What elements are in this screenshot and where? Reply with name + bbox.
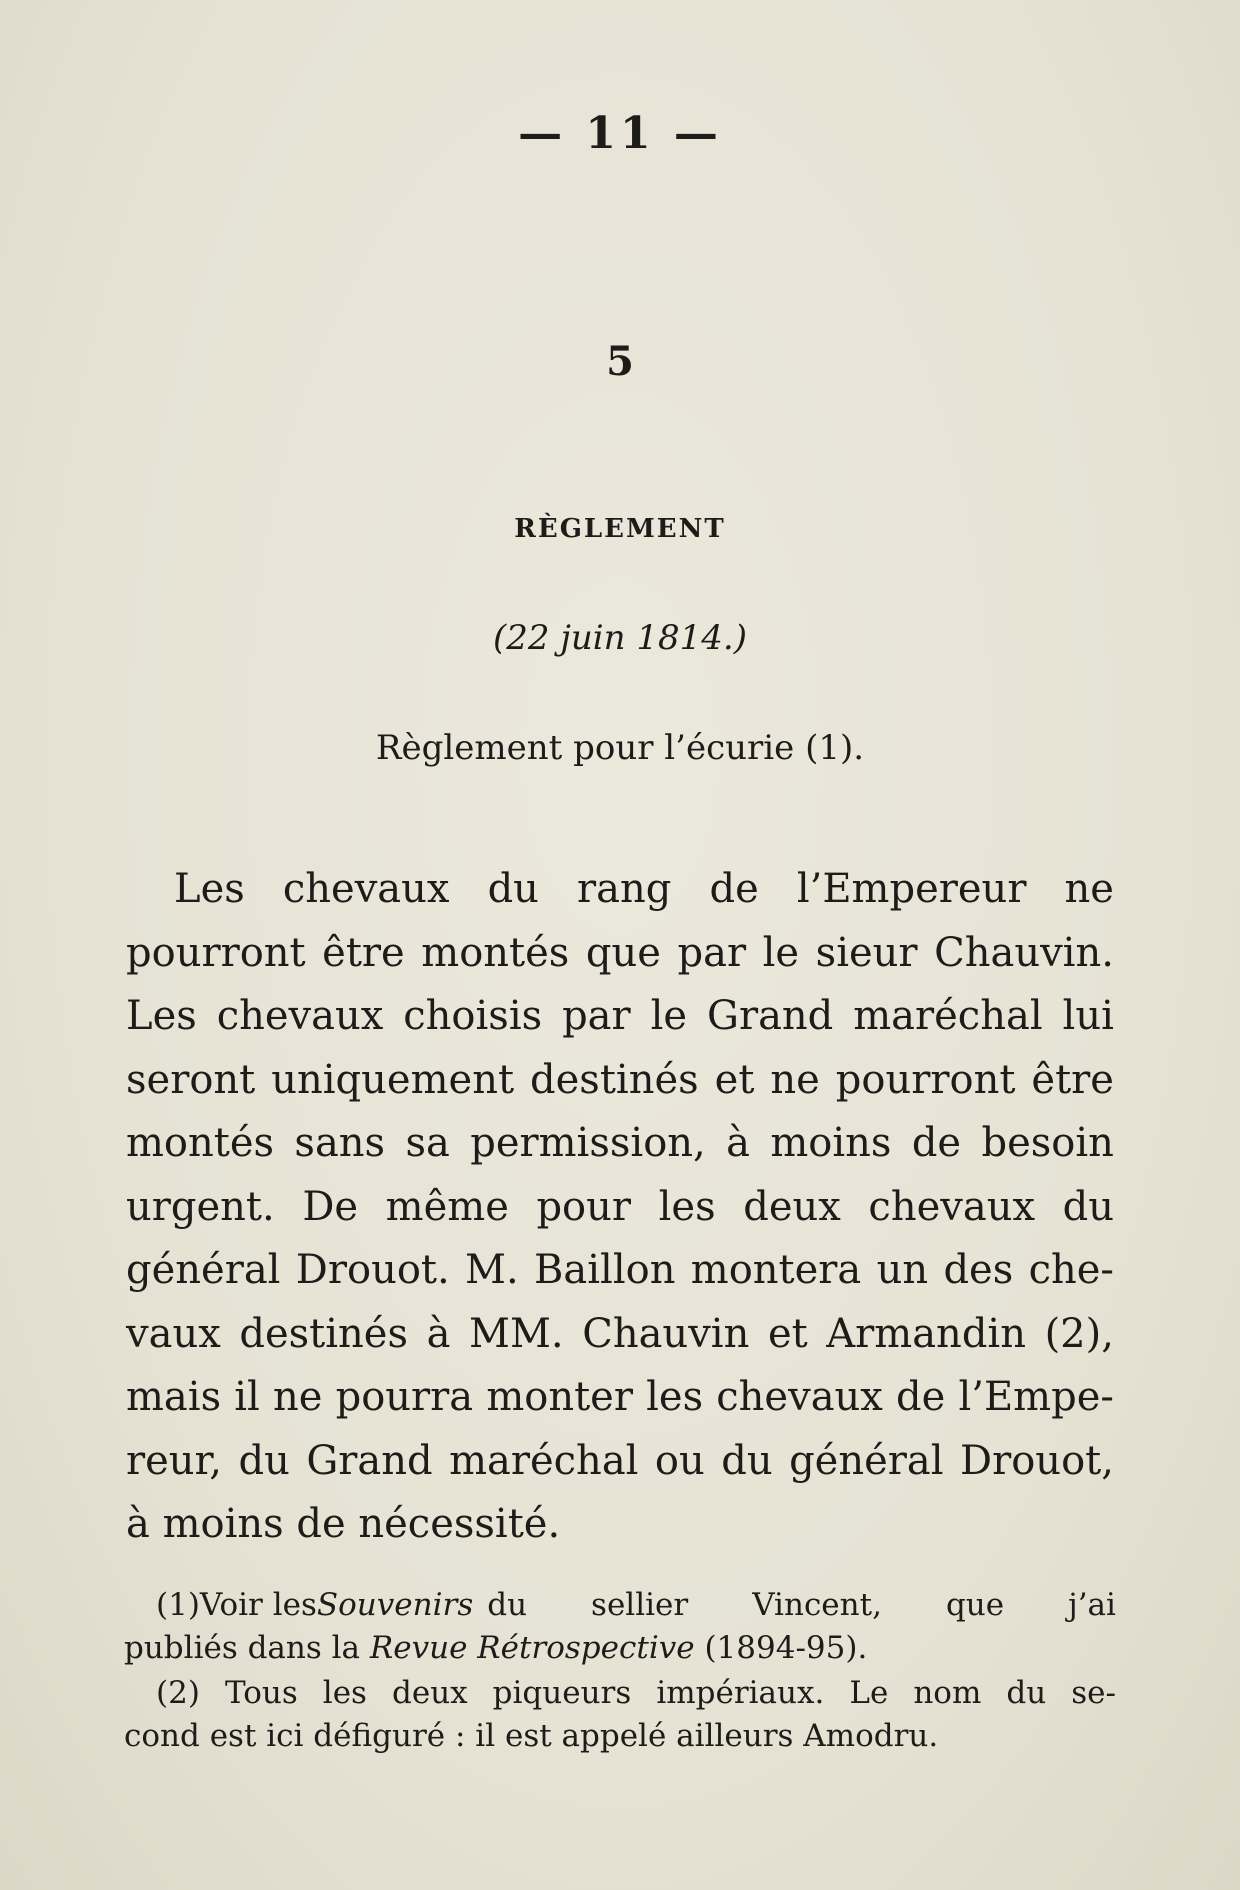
footnote-1-journal: Revue Rétrospective xyxy=(369,1630,695,1666)
word: chevaux xyxy=(868,1183,1036,1230)
page-number: — 11 — xyxy=(518,108,722,159)
word: Grand xyxy=(707,993,834,1039)
word: du xyxy=(1006,1675,1047,1711)
footnote-1-marker: (1) xyxy=(156,1587,200,1623)
word: de xyxy=(896,1374,946,1420)
word: Baillon xyxy=(534,1247,676,1293)
word: j’ai xyxy=(1068,1587,1116,1623)
footnote-2-line-1 xyxy=(124,1672,1116,1715)
word: besoin xyxy=(981,1120,1114,1166)
word: choisis xyxy=(403,993,543,1039)
word: pourront xyxy=(835,1056,1016,1103)
word: chevaux xyxy=(216,993,384,1039)
body-paragraph xyxy=(126,858,1114,1557)
word: destinés xyxy=(239,1310,408,1357)
word: moins xyxy=(770,1120,892,1166)
word: lui xyxy=(1062,993,1114,1039)
document-subtitle: Règlement pour l’écurie (1). xyxy=(375,728,865,768)
word: montés xyxy=(126,1120,275,1166)
word: ou xyxy=(654,1437,705,1484)
word: reur, xyxy=(126,1437,222,1484)
word: être xyxy=(322,929,405,976)
word: des xyxy=(943,1247,1014,1293)
word: même xyxy=(385,1183,509,1230)
body-line xyxy=(126,1176,1114,1240)
word: Les xyxy=(174,866,245,912)
word: du xyxy=(721,1437,773,1484)
word: général xyxy=(126,1247,281,1293)
word: les xyxy=(646,1374,704,1420)
word: chevaux xyxy=(716,1374,883,1420)
word: impériaux. xyxy=(656,1675,825,1711)
word: Tous xyxy=(224,1675,298,1711)
document-date xyxy=(0,618,1240,658)
word: seront xyxy=(126,1056,256,1103)
word: de xyxy=(911,1120,962,1166)
word: et xyxy=(767,1310,808,1357)
word: être xyxy=(1031,1056,1114,1103)
word: à xyxy=(426,1310,451,1357)
document-title: RÈGLEMENT xyxy=(514,514,726,544)
document-number: 5 xyxy=(606,338,634,385)
word: que xyxy=(945,1587,1005,1623)
word: (2), xyxy=(1044,1310,1114,1357)
body-line xyxy=(126,1239,1114,1303)
word: l’Empereur xyxy=(796,866,1027,912)
footnote-1-line-2 xyxy=(124,1627,1116,1670)
word: le xyxy=(762,929,800,976)
body-line xyxy=(126,1049,1114,1113)
word: il xyxy=(234,1374,260,1420)
word: de xyxy=(709,866,759,912)
word: le xyxy=(650,993,688,1039)
word: que xyxy=(585,929,661,976)
word: du xyxy=(487,866,539,912)
word: Chauvin. xyxy=(934,929,1114,976)
body-line xyxy=(126,922,1114,986)
word: Drouot, xyxy=(960,1437,1114,1484)
word: montera xyxy=(690,1247,862,1293)
word: permission, xyxy=(470,1120,706,1166)
word: pourront xyxy=(126,929,306,976)
word: général xyxy=(789,1437,944,1484)
word: deux xyxy=(392,1675,468,1711)
word: monter xyxy=(486,1374,633,1420)
word: ne xyxy=(1064,866,1114,912)
word: sans xyxy=(294,1120,386,1166)
word: les xyxy=(658,1183,716,1230)
body-line xyxy=(126,1366,1114,1430)
word: mais xyxy=(126,1374,222,1420)
word: et xyxy=(714,1056,755,1103)
word: Armandin xyxy=(826,1310,1026,1357)
word: che- xyxy=(1028,1247,1114,1293)
word: maréchal xyxy=(449,1437,639,1484)
word: nom xyxy=(913,1675,982,1711)
word: vaux xyxy=(126,1310,221,1357)
word: Chauvin xyxy=(582,1310,750,1357)
word: M. xyxy=(465,1247,519,1293)
word: sellier xyxy=(591,1587,689,1623)
word: du xyxy=(238,1437,290,1484)
word: ne xyxy=(273,1374,323,1420)
word: pourra xyxy=(335,1374,474,1420)
body-line xyxy=(126,1303,1114,1367)
footnote-1-line2-post: (1894-95). xyxy=(704,1630,868,1666)
word: rang xyxy=(577,866,672,912)
body-line xyxy=(126,858,1114,922)
word: Les xyxy=(126,993,197,1039)
word: Vincent, xyxy=(752,1587,882,1623)
word: destinés xyxy=(530,1056,699,1103)
word: à xyxy=(726,1120,750,1166)
word: ne xyxy=(770,1056,820,1103)
word: se- xyxy=(1071,1675,1116,1711)
word: sieur xyxy=(815,929,918,976)
word: du xyxy=(1062,1183,1114,1230)
word: du xyxy=(487,1587,528,1623)
body-line xyxy=(126,985,1114,1049)
footnote-1-line-1 xyxy=(124,1584,1116,1627)
footnote-1-mid xyxy=(487,1584,1116,1627)
body-line: à moins de nécessité. xyxy=(126,1501,561,1547)
word: pour xyxy=(536,1183,632,1230)
word: piqueurs xyxy=(492,1675,632,1711)
footnote-1-line2-pre: publiés dans la xyxy=(124,1630,361,1666)
footnote-1-pre: Voir les xyxy=(199,1587,317,1623)
word: urgent. xyxy=(126,1183,275,1230)
word: par xyxy=(677,929,747,976)
word: De xyxy=(302,1183,359,1230)
word: maréchal xyxy=(853,993,1043,1039)
word: deux xyxy=(743,1183,841,1230)
word: Drouot. xyxy=(295,1247,450,1293)
word: MM. xyxy=(469,1310,564,1357)
word: (2) xyxy=(156,1675,200,1711)
body-line xyxy=(126,1430,1114,1494)
word: l’Empe- xyxy=(958,1374,1114,1420)
word: sa xyxy=(405,1120,450,1166)
word: chevaux xyxy=(282,866,450,912)
document-date-text: (22 juin 1814.) xyxy=(493,618,747,658)
word: un xyxy=(876,1247,929,1293)
footnote-2-line-2: cond est ici défiguré : il est appelé ailleurs Amodru. xyxy=(124,1718,939,1754)
footnotes xyxy=(124,1584,1116,1758)
word: Grand xyxy=(306,1437,433,1484)
body-line xyxy=(126,1112,1114,1176)
footnote-1-title: Souvenirs xyxy=(316,1587,474,1623)
word: Le xyxy=(849,1675,889,1711)
word: par xyxy=(562,993,631,1039)
word: uniquement xyxy=(271,1056,515,1103)
word: montés xyxy=(421,929,570,976)
word: les xyxy=(322,1675,367,1711)
